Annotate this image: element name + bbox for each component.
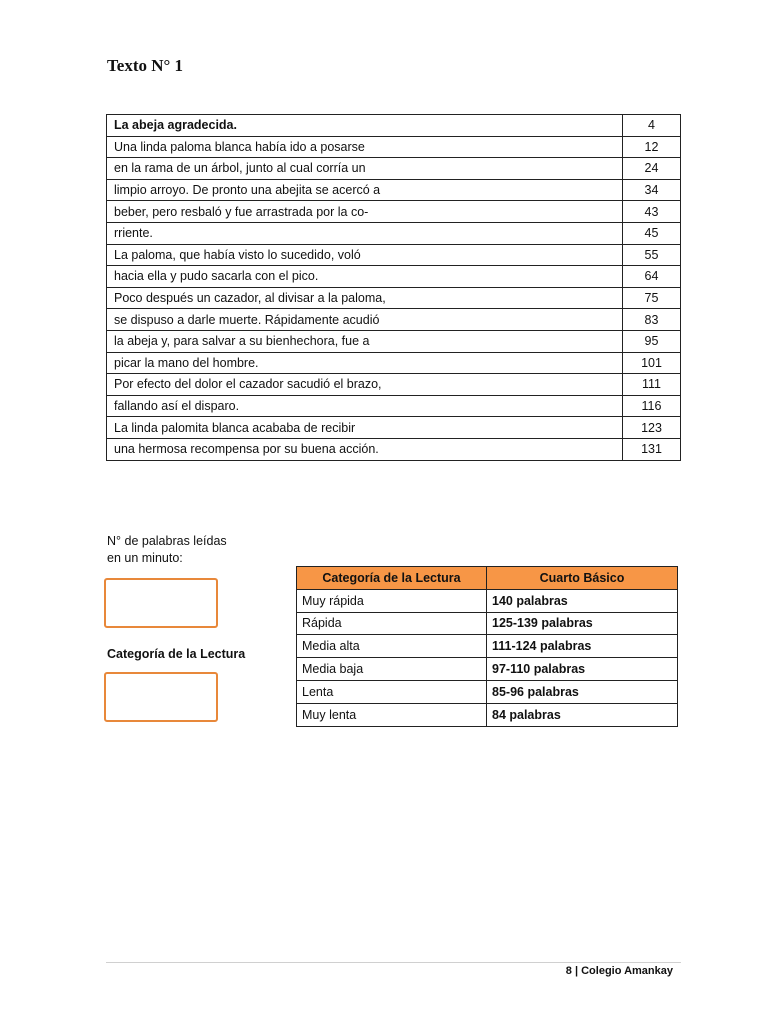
reading-text-cell: hacia ella y pudo sacarla con el pico.	[107, 266, 623, 288]
words-read-label-line1: N° de palabras leídas	[107, 534, 227, 548]
table-row	[107, 330, 681, 352]
reading-text-cell: fallando así el disparo.	[107, 395, 623, 417]
table-row	[297, 658, 678, 681]
words-read-label	[107, 533, 227, 567]
table-row	[107, 438, 681, 460]
words-read-input-box[interactable]	[104, 578, 218, 628]
reading-text-cell: una hermosa recompensa por su buena acción.	[107, 438, 623, 460]
table-row	[297, 635, 678, 658]
reading-text-cell: Por efecto del dolor el cazador sacudió el brazo,	[107, 374, 623, 396]
table-row	[107, 287, 681, 309]
word-count-cell: 64	[623, 266, 681, 288]
words-range-cell: 125-139 palabras	[487, 612, 678, 635]
column-header: Cuarto Básico	[487, 567, 678, 590]
word-count-cell: 43	[623, 201, 681, 223]
words-range-cell: 111-124 palabras	[487, 635, 678, 658]
word-count-cell: 95	[623, 330, 681, 352]
page-footer: 8 | Colegio Amankay	[565, 965, 673, 977]
reading-text-cell: rriente.	[107, 222, 623, 244]
word-count-cell: 34	[623, 179, 681, 201]
reading-category-input-box[interactable]	[104, 672, 218, 722]
reading-category-label: Categoría de la Lectura	[107, 647, 246, 661]
reading-text-cell: La abeja agradecida.	[107, 115, 623, 137]
word-count-cell: 24	[623, 158, 681, 180]
reading-table	[106, 114, 681, 461]
table-row	[107, 417, 681, 439]
word-count-cell: 116	[623, 395, 681, 417]
words-range-cell: 97-110 palabras	[487, 658, 678, 681]
table-row	[107, 222, 681, 244]
word-count-cell: 45	[623, 222, 681, 244]
category-cell: Media alta	[297, 635, 487, 658]
word-count-cell: 131	[623, 438, 681, 460]
word-count-cell: 111	[623, 374, 681, 396]
reading-text-cell: picar la mano del hombre.	[107, 352, 623, 374]
table-row	[107, 136, 681, 158]
table-row	[107, 266, 681, 288]
table-row	[297, 680, 678, 703]
table-row	[107, 115, 681, 137]
reading-text-cell: se dispuso a darle muerte. Rápidamente acudió	[107, 309, 623, 331]
reading-text-cell: Una linda paloma blanca había ido a posarse	[107, 136, 623, 158]
word-count-cell: 4	[623, 115, 681, 137]
word-count-cell: 123	[623, 417, 681, 439]
word-count-cell: 12	[623, 136, 681, 158]
table-row	[107, 309, 681, 331]
category-cell: Media baja	[297, 658, 487, 681]
table-row	[297, 589, 678, 612]
table-row	[107, 374, 681, 396]
word-count-cell: 83	[623, 309, 681, 331]
category-table	[296, 566, 678, 727]
category-cell: Muy rápida	[297, 589, 487, 612]
category-cell: Rápida	[297, 612, 487, 635]
table-header-row	[297, 567, 678, 590]
column-header: Categoría de la Lectura	[297, 567, 487, 590]
page-title: Texto N° 1	[107, 56, 184, 75]
words-range-cell: 85-96 palabras	[487, 680, 678, 703]
reading-text-cell: La paloma, que había visto lo sucedido, voló	[107, 244, 623, 266]
category-cell: Muy lenta	[297, 703, 487, 726]
table-row	[107, 158, 681, 180]
table-row	[297, 612, 678, 635]
reading-text-cell: beber, pero resbaló y fue arrastrada por la co-	[107, 201, 623, 223]
words-range-cell: 84 palabras	[487, 703, 678, 726]
footer-divider	[106, 962, 681, 963]
reading-text-cell: en la rama de un árbol, junto al cual corría un	[107, 158, 623, 180]
word-count-cell: 75	[623, 287, 681, 309]
words-read-label-line2: en un minuto:	[107, 551, 183, 565]
table-row	[297, 703, 678, 726]
word-count-cell: 55	[623, 244, 681, 266]
reading-text-cell: la abeja y, para salvar a su bienhechora, fue a	[107, 330, 623, 352]
word-count-cell: 101	[623, 352, 681, 374]
table-row	[107, 244, 681, 266]
table-row	[107, 395, 681, 417]
category-cell: Lenta	[297, 680, 487, 703]
table-row	[107, 352, 681, 374]
words-range-cell: 140 palabras	[487, 589, 678, 612]
table-row	[107, 201, 681, 223]
reading-text-cell: La linda palomita blanca acababa de recibir	[107, 417, 623, 439]
reading-text-cell: limpio arroyo. De pronto una abejita se acercó a	[107, 179, 623, 201]
table-row	[107, 179, 681, 201]
reading-text-cell: Poco después un cazador, al divisar a la paloma,	[107, 287, 623, 309]
